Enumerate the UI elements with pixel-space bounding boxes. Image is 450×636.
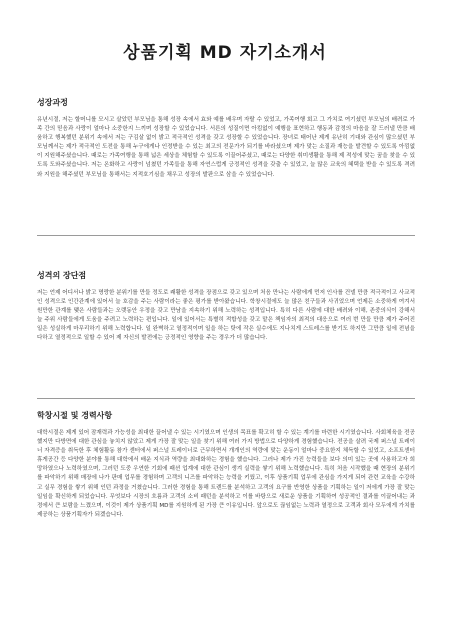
section-divider: [37, 235, 415, 236]
section-growth: [37, 97, 415, 180]
section-education-career: [37, 410, 415, 520]
section-heading: 성격의 장단점: [37, 271, 87, 280]
section-personality: [37, 270, 415, 344]
section-heading: 성장과정: [37, 98, 68, 107]
section-body: 저는 언제 어디서나 밝고 명랑한 분위기를 만들 정도로 쾌활한 성격을 장점으로 갖고 있으며 처음 만나는 사람에게 먼저 인사를 건넬 만큼 적극적이고 사교적인 성격으로 인간관계에 있어서 늘 호감을 주는 사람이라는 좋은 평가를 받아왔습니다. 학창시절에도 늘 많은 친구들과 사귀었으며 언제든 소중하게 여겨서 원만한 관계를 맺은 사람들과는 오랫동안 우정을 갖고 만남을 지속하기 위해 노력하는 성격입니다. 특히 다른 사람에 대한 배려와 이해, 존중의식이 강해서 늘 주위 사람들에게 도움을 주려고 노력하는 편입니다. 일에 있어서는 특별히 적합성을 갖고 맡은 책임자의 최적의 대응으로 여러 번 만들 만큼 제가 주어진 일은 성실하게 마무리하기 위해 노력합니다. 일 완벽하고 열정적이며 일을 하는 탓에 작은 실수에도 지나치게 스트레스를 받기도 하지만 그만큼 일에 전념을 다하고 열정적으로 일할 수 있어 제 자신의 발전에는 긍정적인 영향을 주는 경우가 더 많습니다.: [37, 290, 415, 342]
section-body: 유년시절, 저는 할머니를 모시고 살았던 부모님을 통해 성장 속에서 효와 예를 배우며 자랄 수 있었고, 가족여행 회고 그 가치로 여기셨던 부모님의 배려로 가족 간의 믿음과 사랑이 얼마나 소중한지 느끼며 성장할 수 있었습니다. 서른의 성질이면 아킴없이 예행을 표현하고 행동과 감정의 마음을 잘 드러낼 만큼 배움하고 행복했던 분위기 속에서 저는 구김살 없이 밝고 적극적인 성격을 갖고 성장할 수 있었습니다. 장녀로 태어난 제게 유난히 기대와 관심이 많으셨던 부모님께서는 제가 적극적인 도전을 통해 누구에게나 인정받을 수 있는 최고의 전문가가 되기를 바라셨으며 제가 맞는 소질과 재능을 발견할 수 있도록 아낌없이 지원해주셨습니다. 때로는 가족여행을 통해 넓은 세상을 체험할 수 있도록 이끌어주셨고, 때로는 다양한 취미생활을 통해 제 적성에 맞는 꿈을 찾을 수 있도록 도와주셨습니다. 저는 온화하고 사랑이 넘쳤던 가족들을 통해 자연스럽게 긍정적인 성격을 갖출 수 있었고, 늘 많은 교육의 혜택을 받을 수 있도록 격려와 지원을 해주셨던 부모님을 통해서는 지적호기심을 채우고 성장의 발판으로 삼을 수 있었습니다.: [37, 117, 415, 178]
section-body: 대학시절은 제게 있어 잠재력과 가능성을 최대한 끌어낼 수 있는 시기였으며 인생의 목표를 확고히 할 수 있는 계기를 마련한 시기였습니다. 사회체육을 전공했지만 다방면에 대한 관심을 놓치지 않았고 제게 가장 잘 맞는 일을 찾기 위해 여러 가지 방법으로 다양하게 경험했습니다. 전공을 살려 국제 퍼스널 트레이너 자격증을 취득한 후 체험활동 참가 센터에서 퍼스널 트레이너로 근무하면서 개개인의 역량에 맞는 운동이 얼마나 중요한지 체득할 수 있었고, 소프트센터 휴게공간 등 다양한 분야를 통해 대학에서 배운 지식과 역량을 최대화하는 경험을 했습니다. 그러나 제가 가진 능력들을 보다 의미 있는 곳에 사용하고자 희망하였으나 노력하였으며, 그러던 도중 우연한 기회에 패션 업계에 대한 관심이 생겨 실력을 쌓기 위해 노력했습니다. 특히 처음 시작했을 때 현장의 분위기를 파악하기 위해 매장에 나가 판매 업무를 경험하며 고객의 니즈를 파악하는 능력을 키웠고, 이후 상품기획 업무에 관심을 가지게 되어 관련 교육을 수강하고 실무 경험을 쌓기 위해 인턴 과정을 거쳤습니다. 그러한 경험을 통해 트렌드를 분석하고 고객의 요구를 반영한 상품을 기획하는 일이 저에게 가장 잘 맞는 일임을 확신하게 되었습니다. 무엇보다 시장의 흐름과 고객의 소비 패턴을 분석하고 이를 바탕으로 새로운 상품을 기획하여 성공적인 결과를 이끌어내는 과정에서 큰 보람을 느꼈으며, 이것이 제가 상품기획 MD를 지원하게 된 가장 큰 이유입니다. 앞으로도 끊임없는 노력과 열정으로 고객과 회사 모두에게 가치를 제공하는 상품기획자가 되겠습니다.: [37, 430, 415, 518]
section-heading: 학창시절 및 경력사항: [37, 411, 113, 420]
document-title: 상품기획 MD 자기소개서: [123, 43, 327, 63]
section-divider: [37, 398, 415, 399]
